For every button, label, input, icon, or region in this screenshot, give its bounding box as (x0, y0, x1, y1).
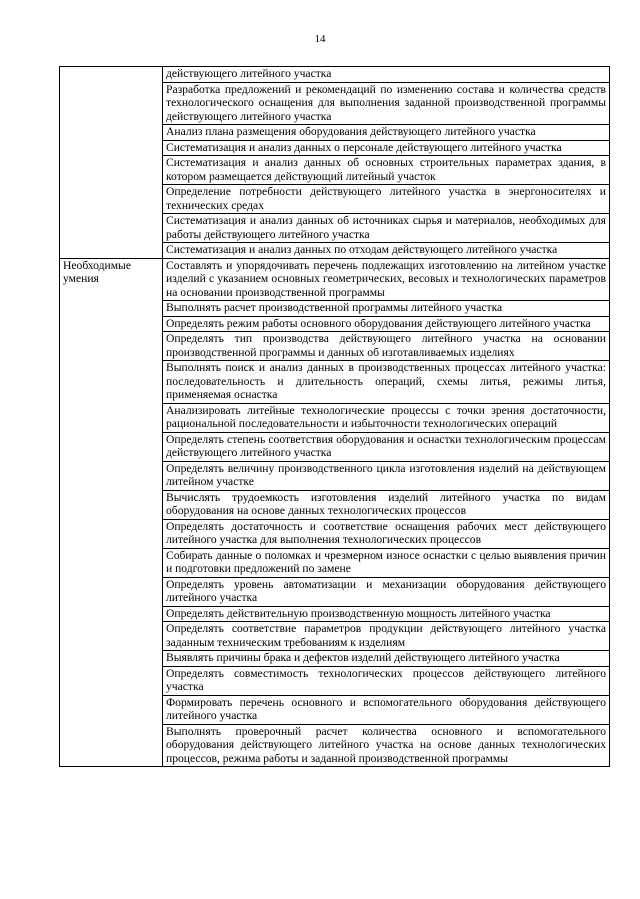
table-cell: Формировать перечень основного и вспомогательного оборудования действующего литейного участка (163, 695, 610, 724)
table-cell: Определять степень соответствия оборудования и оснастки технологическим процессам действующего литейного участка (163, 432, 610, 461)
skills-label-cell: Необходимые умения (60, 258, 163, 767)
table-cell: Определять величину производственного цикла изготовления изделий на действующем литейном участке (163, 461, 610, 490)
table-cell: действующего литейного участка (163, 67, 610, 83)
table-cell: Определять достаточность и соответствие оснащения рабочих мест действующего литейного участка для выполнения технологических процессов (163, 519, 610, 548)
table-cell: Разработка предложений и рекомендаций по изменению состава и количества средств технологического оснащения для выполнения заданной производственной программы действующего литейного участка (163, 82, 610, 125)
table-cell: Анализировать литейные технологические процессы с точки зрения достаточности, рациональной последовательности и избыточности технологических операций (163, 403, 610, 432)
table-cell: Составлять и упорядочивать перечень подлежащих изготовлению на литейном участке изделий с указанием основных геометрических, весовых и технологических параметров на основании производственной программы (163, 258, 610, 301)
table-cell: Определять уровень автоматизации и механизации оборудования действующего литейного участка (163, 577, 610, 606)
table-cell: Выполнять проверочный расчет количества основного и вспомогательного оборудования действующего литейного участка на основе данных технологических процессов, режима работы и заданной производственной программы (163, 724, 610, 767)
table-cell: Определять режим работы основного оборудования действующего литейного участка (163, 316, 610, 332)
table-cell: Систематизация и анализ данных об основных строительных параметрах здания, в котором размещается действующий литейный участок (163, 156, 610, 185)
table-cell: Систематизация и анализ данных об источниках сырья и материалов, необходимых для работы действующего литейного участка (163, 214, 610, 243)
requirements-table (59, 66, 610, 767)
table-cell: Вычислять трудоемкость изготовления изделий литейного участка по видам оборудования на основе данных технологических процессов (163, 490, 610, 519)
page-number: 14 (314, 33, 326, 45)
table-cell: Систематизация и анализ данных по отходам действующего литейного участка (163, 243, 610, 259)
table-row (60, 258, 610, 301)
table-cell: Собирать данные о поломках и чрезмерном износе оснастки с целью выявления причин и подготовки предложений по замене (163, 548, 610, 577)
table-cell: Анализ плана размещения оборудования действующего литейного участка (163, 125, 610, 141)
table-row (60, 67, 610, 83)
table-cell: Выполнять поиск и анализ данных в производственных процессах литейного участка: последовательность и длительность операций, схемы литья, режимы литья, применяемая оснастка (163, 361, 610, 404)
table-cell: Выявлять причины брака и дефектов изделий действующего литейного участка (163, 651, 610, 667)
table-cell: Определять соответствие параметров продукции действующего литейного участка заданным техническим требованиям к изделиям (163, 622, 610, 651)
table-cell: Определять тип производства действующего литейного участка на основании производственной программы и данных об изготавливаемых изделиях (163, 332, 610, 361)
table-cell: Систематизация и анализ данных о персонале действующего литейного участка (163, 140, 610, 156)
table-cell: Выполнять расчет производственной программы литейного участка (163, 301, 610, 317)
table-cell: Определение потребности действующего литейного участка в энергоносителях и технических средах (163, 185, 610, 214)
table-cell: Определять совместимость технологических процессов действующего литейного участка (163, 666, 610, 695)
table-cell: Определять действительную производственную мощность литейного участка (163, 606, 610, 622)
continuation-label-cell (60, 67, 163, 259)
